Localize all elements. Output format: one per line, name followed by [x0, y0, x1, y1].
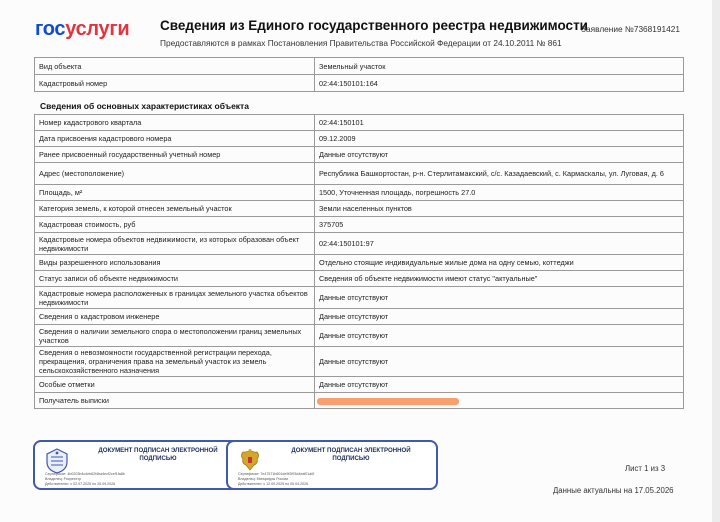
logo-part-2: услуги — [65, 18, 130, 40]
document-subtitle: Предоставляются в рамках Постановления Правительства Российской Федерации от 24.10.2011 № 861 — [160, 38, 562, 48]
row-value: Республика Башкортостан, р-н. Стерлитамакский, с/с. Казадаевский, с. Кармаскалы, ул. Луговая, д. 6 — [315, 163, 684, 185]
row-label: Виды разрешенного использования — [35, 255, 315, 271]
table-row — [35, 75, 684, 92]
row-value: Данные отсутствуют — [315, 347, 684, 377]
row-label: Сведения о наличии земельного спора о местоположении границ земельных участков — [35, 325, 315, 347]
row-label: Адрес (местоположение) — [35, 163, 315, 185]
signature-stamp-mintsifry — [226, 440, 438, 490]
rosreestr-emblem-icon — [45, 448, 69, 474]
redaction-mark — [317, 398, 459, 405]
table-row — [35, 115, 684, 131]
logo-part-1: гос — [35, 18, 66, 40]
stamp-certificate: Сертификат: 4b0203b4c4eb62f4ba4ecf2cef1fa8b — [45, 472, 125, 476]
table-row — [35, 377, 684, 393]
row-label: Кадастровый номер — [35, 75, 315, 92]
row-value: Данные отсутствуют — [315, 287, 684, 309]
row-label: Сведения о кадастровом инженере — [35, 309, 315, 325]
row-label: Кадастровые номера расположенных в границах земельного участка объектов недвижимости — [35, 287, 315, 309]
object-table — [34, 57, 684, 92]
row-value: Отдельно стоящие индивидуальные жилые дома на одну семью, коттеджи — [315, 255, 684, 271]
row-label: Кадастровая стоимость, руб — [35, 217, 315, 233]
row-label: Дата присвоения кадастрового номера — [35, 131, 315, 147]
row-label: Номер кадастрового квартала — [35, 115, 315, 131]
row-label: Статус записи об объекте недвижимости — [35, 271, 315, 287]
row-value: 1500, Уточненная площадь, погрешность 27.0 — [315, 185, 684, 201]
coat-of-arms-icon — [238, 448, 262, 474]
row-value: Данные отсутствуют — [315, 147, 684, 163]
row-value: 02:44:150101:164 — [315, 75, 684, 92]
stamp-validity: Действителен: с 12.09.2025 по 05.04.2026 — [238, 482, 309, 486]
characteristics-table — [34, 114, 684, 409]
table-row — [35, 58, 684, 75]
row-value: 375705 — [315, 217, 684, 233]
row-value: Земли населенных пунктов — [315, 201, 684, 217]
row-value: Данные отсутствуют — [315, 377, 684, 393]
stamp-owner: Владелец: Росреестр — [45, 477, 82, 481]
row-label: Ранее присвоенный государственный учетный номер — [35, 147, 315, 163]
stamp-validity: Действителен: с 02.07.2025 по 25.09.2026 — [45, 482, 116, 486]
table-row — [35, 393, 684, 409]
table-row — [35, 347, 684, 377]
table-row — [35, 325, 684, 347]
application-number: Заявление №7368191421 — [581, 24, 680, 34]
row-value: 09.12.2009 — [315, 131, 684, 147]
section-title: Сведения об основных характеристиках объекта — [40, 101, 249, 111]
stamp-title: ДОКУМЕНТ ПОДПИСАН ЭЛЕКТРОННОЙ ПОДПИСЬЮ — [291, 447, 411, 462]
row-value: Данные отсутствуют — [315, 309, 684, 325]
table-row — [35, 287, 684, 309]
stamp-owner: Владелец: Минцифры России — [238, 477, 289, 481]
row-label: Особые отметки — [35, 377, 315, 393]
stamp-certificate: Сертификат: 7e47571b601de9f2f93d4eaf01a0f — [238, 472, 315, 476]
row-value: Земельный участок — [315, 58, 684, 75]
table-row — [35, 255, 684, 271]
table-row — [35, 233, 684, 255]
page-counter: Лист 1 из 3 — [625, 464, 666, 473]
table-row — [35, 271, 684, 287]
table-row — [35, 309, 684, 325]
row-value: Сведения об объекте недвижимости имеют статус "актуальные" — [315, 271, 684, 287]
table-row — [35, 147, 684, 163]
row-label: Кадастровые номера объектов недвижимости, из которых образован объект недвижимости — [35, 233, 315, 255]
table-row — [35, 185, 684, 201]
gosuslugi-logo — [35, 18, 129, 41]
row-label: Категория земель, к которой отнесен земельный участок — [35, 201, 315, 217]
table-row — [35, 201, 684, 217]
signature-stamp-rosreestr — [33, 440, 245, 490]
row-label: Вид объекта — [35, 58, 315, 75]
row-label: Получатель выписки — [35, 393, 315, 409]
data-actuality-date: Данные актуальны на 17.05.2026 — [553, 486, 674, 495]
table-row — [35, 131, 684, 147]
row-label: Сведения о невозможности государственной регистрации перехода, прекращения, ограничения права на земельный участок из земель сельскохозяйственного назначения — [35, 347, 315, 377]
row-value: 02:44:150101:97 — [315, 233, 684, 255]
row-value: 02:44:150101 — [315, 115, 684, 131]
row-value: Данные отсутствуют — [315, 325, 684, 347]
table-row — [35, 163, 684, 185]
row-label: Площадь, м² — [35, 185, 315, 201]
stamp-title: ДОКУМЕНТ ПОДПИСАН ЭЛЕКТРОННОЙ ПОДПИСЬЮ — [98, 447, 218, 462]
document-title: Сведения из Единого государственного реестра недвижимости — [160, 18, 588, 33]
table-row — [35, 217, 684, 233]
recipient-value — [315, 393, 684, 409]
